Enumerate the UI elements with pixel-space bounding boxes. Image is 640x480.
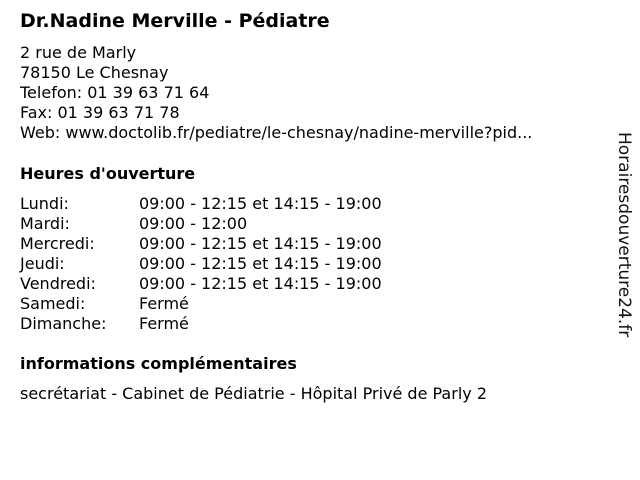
hours-row	[20, 274, 382, 294]
address-city: 78150 Le Chesnay	[20, 63, 169, 82]
day-label: Dimanche:	[20, 314, 107, 333]
day-hours: Fermé	[139, 294, 189, 313]
hours-row	[20, 214, 382, 234]
additional-info-text: secrétariat - Cabinet de Pédiatrie - Hôpital Privé de Parly 2	[20, 384, 487, 403]
phone-number: Telefon: 01 39 63 71 64	[20, 83, 210, 102]
contact-block	[20, 43, 532, 143]
day-hours: 09:00 - 12:15 et 14:15 - 19:00	[139, 254, 382, 273]
day-label: Samedi:	[20, 294, 86, 313]
opening-hours-table	[20, 194, 382, 334]
hours-row	[20, 314, 382, 334]
day-hours: Fermé	[139, 314, 189, 333]
day-label: Lundi:	[20, 194, 69, 213]
site-watermark: Horairesdouverture24.fr	[614, 132, 634, 338]
website-link[interactable]: Web: www.doctolib.fr/pediatre/le-chesnay/nadine-merville?pid...	[20, 123, 533, 142]
day-hours: 09:00 - 12:00	[139, 214, 248, 233]
day-label: Jeudi:	[20, 254, 65, 273]
hours-row	[20, 234, 382, 254]
fax-number: Fax: 01 39 63 71 78	[20, 103, 180, 122]
opening-hours-heading: Heures d'ouverture	[20, 164, 196, 183]
hours-row	[20, 194, 382, 214]
hours-row	[20, 254, 382, 274]
hours-row	[20, 294, 382, 314]
day-hours: 09:00 - 12:15 et 14:15 - 19:00	[139, 234, 382, 253]
address-street: 2 rue de Marly	[20, 43, 137, 62]
additional-info-heading: informations complémentaires	[20, 354, 297, 373]
day-hours: 09:00 - 12:15 et 14:15 - 19:00	[139, 274, 382, 293]
day-hours: 09:00 - 12:15 et 14:15 - 19:00	[139, 194, 382, 213]
day-label: Mercredi:	[20, 234, 95, 253]
day-label: Mardi:	[20, 214, 70, 233]
day-label: Vendredi:	[20, 274, 96, 293]
page-title: Dr.Nadine Merville - Pédiatre	[20, 10, 330, 32]
